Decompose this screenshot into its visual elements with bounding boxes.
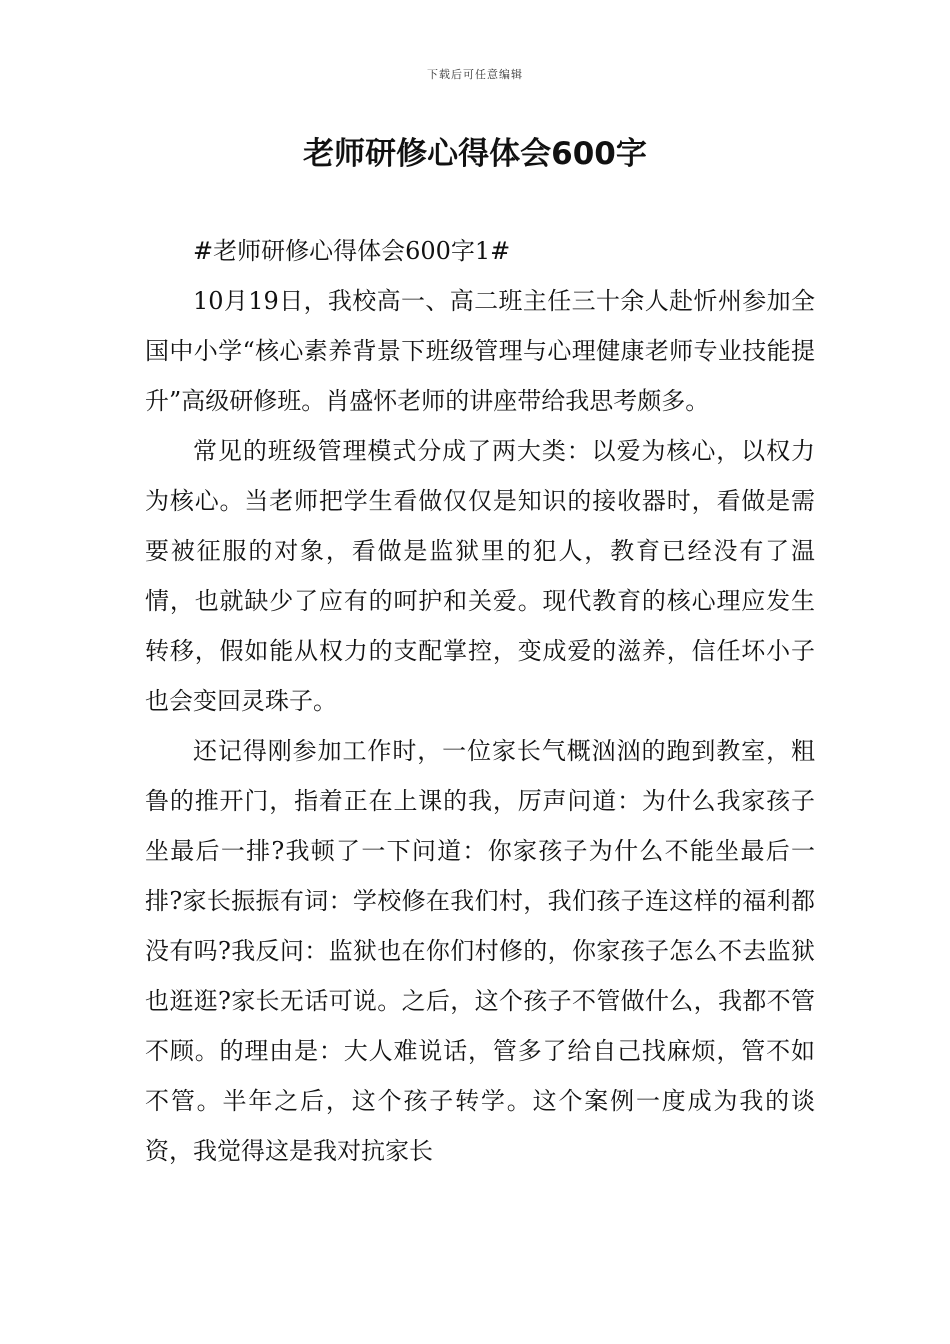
header-note: 下载后可任意编辑 <box>427 68 523 81</box>
document-body <box>145 226 815 1176</box>
document-title: 老师研修心得体会600字 <box>303 136 647 172</box>
paragraph-1: 10月19日，我校高一、高二班主任三十余人赴忻州参加全国中小学“核心素养背景下班级管理与心理健康老师专业技能提升”高级研修班。肖盛怀老师的讲座带给我思考颇多。 <box>145 287 815 415</box>
paragraph-2: 常见的班级管理模式分成了两大类：以爱为核心，以权力为核心。当老师把学生看做仅仅是知识的接收器时，看做是需要被征服的对象，看做是监狱里的犯人，教育已经没有了温情，也就缺少了应有的呵护和关爱。现代教育的核心理应发生转移，假如能从权力的支配掌控，变成爱的滋养，信任坏小子也会变回灵珠子。 <box>145 437 815 715</box>
section-subheading: #老师研修心得体会600字1# <box>193 237 511 265</box>
paragraph-3: 还记得刚参加工作时，一位家长气概汹汹的跑到教室，粗鲁的推开门，指着正在上课的我，厉声问道：为什么我家孩子坐最后一排?我顿了一下问道：你家孩子为什么不能坐最后一排?家长振振有词：学校修在我们村，我们孩子连这样的福利都没有吗?我反问：监狱也在你们村修的，你家孩子怎么不去监狱也逛逛?家长无话可说。之后，这个孩子不管做什么，我都不管不顾。的理由是：大人难说话，管多了给自己找麻烦，管不如不管。半年之后，这个孩子转学。这个案例一度成为我的谈资，我觉得这是我对抗家长 <box>145 737 815 1165</box>
